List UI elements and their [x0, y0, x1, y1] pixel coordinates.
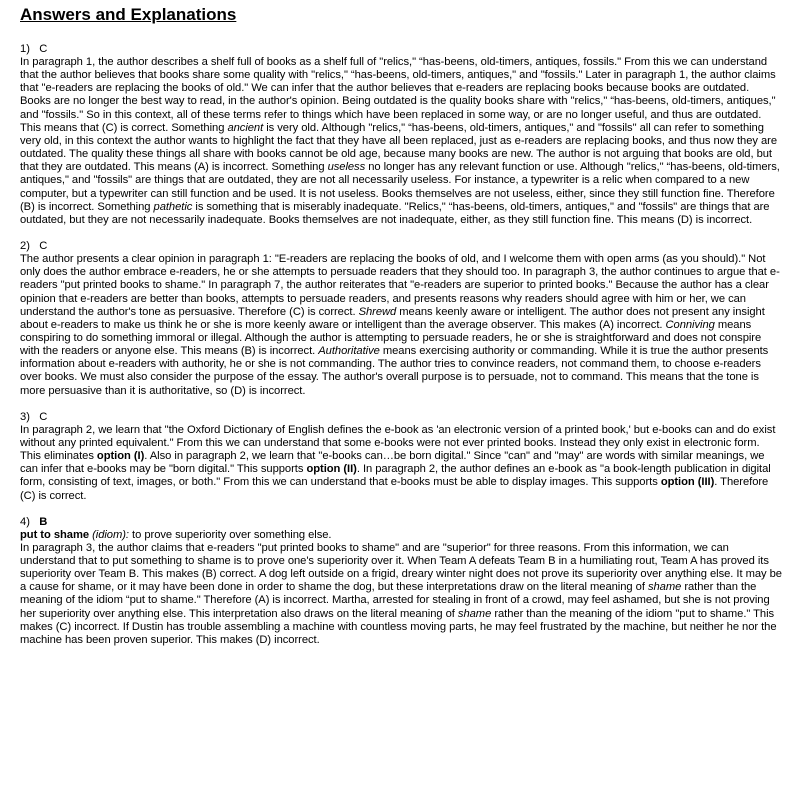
page-title: Answers and Explanations [20, 5, 237, 24]
explanation-text [20, 56, 782, 227]
vocab-term: shame [647, 581, 682, 594]
answer-letter: B [39, 515, 48, 528]
explanation-2 [20, 240, 782, 398]
explanation-3 [20, 411, 782, 503]
vocab-term: ancient [227, 121, 264, 134]
text-run: . Therefore (C) is correct. [20, 476, 769, 502]
answer-letter: C [39, 240, 48, 253]
vocab-term: pathetic [153, 200, 193, 213]
question-number: 1) [20, 43, 30, 55]
text-run: means keenly aware or intelligent. The author does not present any insight about e-readers to make us think he or she is more keenly aware or intelligent than the average observer. This makes (A) incorrect. [20, 305, 765, 331]
text-run: In paragraph 3, the author claims that e-readers "put printed books to shame" and are "superior" for three reasons. From this information, we can understand that to put something to shame is to prove one's superiority over it. When Team A defeats Team B in a humiliating rout, Team A has proved its superiority over Team B. This makes (B) correct. A dog left outside on a frigid, dreary winter night does not prove its superiority over anything else. It may be a cause for shame, or it may have been done in order to shame the dog, but these interpretations draw on the literal meaning of [20, 541, 782, 594]
explanation-text [20, 253, 782, 398]
text-run: . Also in paragraph 2, we learn that "e-books can…be born digital." Since "can" and "may" are words with similar meanings, we can infer that e-books may be "born digital." This supports [20, 450, 765, 476]
question-number: 2) [20, 240, 30, 253]
explanation-text [20, 542, 782, 647]
explanation-1 [20, 43, 782, 227]
idiom-meaning: to prove superiority over something else. [129, 528, 332, 541]
option-label: option (III) [660, 476, 715, 489]
explanation-4 [20, 516, 782, 647]
text-run: rather than the meaning of the idiom "put to shame." This makes (C) incorrect. If Dustin has trouble assembling a machine with countless moving parts, he may feel frustrated by the machine, but neither he nor the machine has been proven superior. This makes (D) incorrect. [20, 607, 777, 646]
explanation-text [20, 424, 782, 503]
text-run: In paragraph 1, the author describes a shelf full of books as a shelf full of "relics," “has-beens, old-timers, antiques, fossils." From this we can understand that the author believes that books share some quality with "relics," “has-beens, old-timers, antiques," and "fossils." Later in paragraph 1, the author claims that "e-readers are replacing the books of old." We can infer that the author believes that e-readers are replacing books because books are outdated. Books are no longer the best way to read, in the author's opinion. Being outdated is the quality books share with "relics," “has-beens, old-timers, antiques," and "fossils." So in this context, all of these terms refer to things which have been replaced in some way, or are no longer useful, and thus are outdated. This means that (C) is correct. Something [20, 56, 776, 134]
answer-letter: C [39, 43, 48, 55]
question-number: 3) [20, 410, 30, 423]
text-run: is something that is miserably inadequate. "Relics," “has-beens, old-timers, antiques," and "fossils" are things that are outdated, but they are not necessarily inadequate. Books themselves are not inadequate, either, as they still function fine. This means (D) is incorrect. [20, 200, 770, 226]
vocab-term: useless [327, 161, 366, 174]
idiom-tag: (idiom): [92, 528, 129, 541]
text-run: means conspiring to do something immoral or illegal. Although the author is attempting to persuade readers, he or she is straightforward and does not conspire with the readers or anyone else. This means (B) is incorrect. [20, 318, 762, 358]
question-header [20, 411, 782, 424]
vocab-term: Conniving [665, 318, 715, 331]
question-header [20, 516, 782, 529]
text-run: is very old. Although "relics," “has-beens, old-timers, antiques," and "fossils" all can refer to something very old, in this context the author wants to highlight the fact that they have all been replaced, just as e-readers are replacing books, and thus now they are outdated. The quality these things all share with books cannot be old age, because many books are new. The author is not arguing that books are old, but that they are outdated. This means (A) is incorrect. Something [20, 121, 777, 174]
text-run: no longer has any relevant function or use. Although "relics," “has-beens, old-timers, antiques," and "fossils" are things that are outdated, they are not all necessarily useless. For instance, a typewriter is a relic when compared to a new computer, but a typewriter can still function and be used. It is not useless. Books themselves are not useless, either, since they still function fine. Therefore (B) is incorrect. Something [20, 161, 780, 213]
idiom-term: put to shame [20, 528, 90, 541]
option-label: option (II) [306, 463, 357, 476]
vocab-term: shame [457, 607, 492, 620]
text-run: In paragraph 2, we learn that "the Oxford Dictionary of English defines the e-book as 'an electronic version of a printed book,' but e-books can and do exist without any printed equivalent." From this we can understand that some e-books were not ever printed books. Instead they only exist in electronic form. This eliminates [20, 423, 776, 463]
idiom-definition [20, 529, 782, 542]
option-label: option (I) [96, 450, 145, 463]
text-run: means exercising authority or commanding. While it is true the author presents information about e-readers with authority, he or she is not commanding. The author tries to convince readers, not command them, to choose e-readers over books. We must also consider the purpose of the essay. The author's overall purpose is to persuade, not to command. This means that the tone is more persuasive than it is authoritative, so (D) is incorrect. [20, 345, 769, 397]
question-header [20, 43, 782, 56]
answer-letter: C [39, 410, 48, 423]
question-number: 4) [20, 515, 30, 528]
text-run: The author presents a clear opinion in paragraph 1: "E-readers are replacing the books of old, and I welcome them with open arms (as you should)." Not only does the author embrace e-readers, he or she attempts to persuade readers that they should too. In paragraph 3, the author continues to argue that e-readers "put printed books to shame." In paragraph 7, the author reiterates that "e-readers are superior to printed books." Because the author has a clear opinion that e-readers are better than books, attempts to persuade readers, and presents reasons why readers should agree with him or her, we can understand the author's tone as persuasive. Therefore (C) is correct. [20, 253, 780, 318]
text-run: rather than the meaning of the idiom “put to shame." Therefore (A) is incorrect. Martha, arrested for stealing in front of a crowd, may feel ashamed, but she is not proving her superiority over anything else. This interpretation also draws on the literal meaning of [20, 581, 770, 620]
vocab-term: Authoritative [318, 345, 380, 358]
question-header [20, 240, 782, 253]
vocab-term: Shrewd [358, 305, 397, 318]
text-run: . In paragraph 2, the author defines an e-book as "a book-length publication in digital form, consisting of text, images, or both." From this we can understand that e-books must be able to display images. This supports [20, 463, 771, 489]
